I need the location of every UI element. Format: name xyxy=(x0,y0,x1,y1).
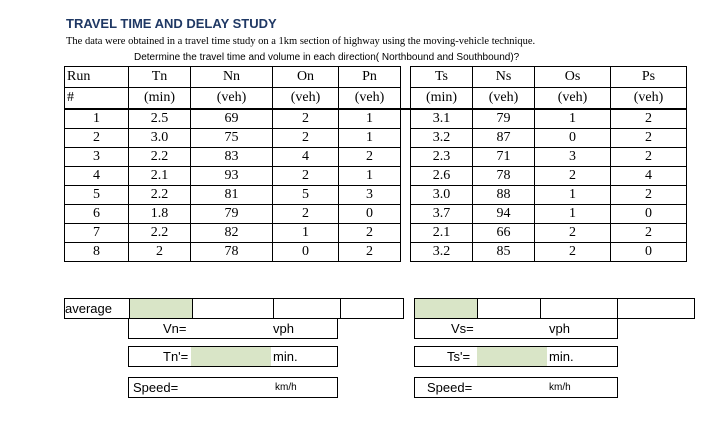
table-cell: 2.2 xyxy=(129,148,191,167)
north-speed-box[interactable] xyxy=(128,377,338,398)
vn-result-box[interactable] xyxy=(128,318,338,339)
header-cell: Nn xyxy=(191,67,273,88)
table-cell: 78 xyxy=(191,243,273,262)
table-cell: 2 xyxy=(535,243,611,262)
table-cell: 1 xyxy=(339,109,401,129)
table-row xyxy=(65,186,687,205)
table-cell: 3.0 xyxy=(129,129,191,148)
table-cell: 3.2 xyxy=(411,129,473,148)
table-cell: 1 xyxy=(273,224,339,243)
table-row xyxy=(65,148,687,167)
table-cell: 2.2 xyxy=(129,186,191,205)
table-cell: 6 xyxy=(65,205,129,224)
north-speed-unit: km/h xyxy=(275,382,297,393)
table-cell: 1.8 xyxy=(129,205,191,224)
table-cell: 3.7 xyxy=(411,205,473,224)
table-cell: 2.6 xyxy=(411,167,473,186)
table-cell: 3.1 xyxy=(411,109,473,129)
table-cell: 88 xyxy=(473,186,535,205)
average-row xyxy=(64,298,695,319)
table-cell: 4 xyxy=(273,148,339,167)
table-cell: 71 xyxy=(473,148,535,167)
south-speed-unit: km/h xyxy=(549,382,571,393)
table-cell: 2 xyxy=(535,224,611,243)
table-cell: 1 xyxy=(339,167,401,186)
column-gap xyxy=(401,129,411,148)
table-cell: 2 xyxy=(273,109,339,129)
north-speed-label: Speed= xyxy=(133,380,179,395)
ns-average-cell[interactable] xyxy=(478,299,541,319)
nn-average-cell[interactable] xyxy=(193,299,274,319)
table-cell: 3 xyxy=(535,148,611,167)
column-gap xyxy=(401,243,411,262)
table-cell: 83 xyxy=(191,148,273,167)
header-cell: Tn xyxy=(129,67,191,88)
pn-average-cell[interactable] xyxy=(341,299,404,319)
table-cell: 1 xyxy=(339,129,401,148)
unit-cell: (min) xyxy=(129,88,191,110)
question-text: Determine the travel time and volume in each direction( Northbound and Southbound)? xyxy=(134,52,520,63)
tn-prime-label: Tn'= xyxy=(163,349,189,364)
unit-cell: # xyxy=(65,88,129,110)
tn-prime-result-box[interactable] xyxy=(128,346,338,367)
data-table xyxy=(64,66,687,262)
table-cell: 2.3 xyxy=(411,148,473,167)
table-cell: 2 xyxy=(339,224,401,243)
table-cell: 66 xyxy=(473,224,535,243)
unit-cell: (veh) xyxy=(191,88,273,110)
page-title: TRAVEL TIME AND DELAY STUDY xyxy=(66,16,277,31)
table-cell: 5 xyxy=(273,186,339,205)
table-row xyxy=(65,243,687,262)
column-gap xyxy=(401,67,411,88)
table-cell: 69 xyxy=(191,109,273,129)
south-speed-label: Speed= xyxy=(427,380,473,395)
header-row xyxy=(65,67,687,88)
os-average-cell[interactable] xyxy=(541,299,618,319)
column-gap xyxy=(401,88,411,110)
table-cell: 2 xyxy=(273,205,339,224)
table-cell: 2 xyxy=(611,109,687,129)
table-cell: 2 xyxy=(339,243,401,262)
table-cell: 2 xyxy=(611,148,687,167)
table-cell: 2 xyxy=(129,243,191,262)
column-gap xyxy=(401,109,411,129)
table-cell: 0 xyxy=(611,243,687,262)
column-gap xyxy=(401,186,411,205)
table-cell: 4 xyxy=(65,167,129,186)
ts-prime-unit: min. xyxy=(549,349,574,364)
ts-prime-result-box[interactable] xyxy=(414,346,618,367)
table-cell: 3 xyxy=(65,148,129,167)
table-cell: 2.1 xyxy=(129,167,191,186)
table-cell: 2 xyxy=(611,129,687,148)
ps-average-cell[interactable] xyxy=(618,299,695,319)
table-cell: 94 xyxy=(473,205,535,224)
column-gap xyxy=(404,299,415,319)
column-gap xyxy=(401,148,411,167)
description-text: The data were obtained in a travel time study on a 1km section of highway using the moving-vehicle technique. xyxy=(66,36,536,47)
table-cell: 3.2 xyxy=(411,243,473,262)
table-cell: 3.0 xyxy=(411,186,473,205)
units-row xyxy=(65,88,687,110)
table-cell: 85 xyxy=(473,243,535,262)
table-cell: 79 xyxy=(473,109,535,129)
column-gap xyxy=(401,224,411,243)
table-cell: 2.5 xyxy=(129,109,191,129)
table-row xyxy=(65,224,687,243)
table-row xyxy=(65,109,687,129)
tn-prime-unit: min. xyxy=(273,349,298,364)
table-cell: 2 xyxy=(339,148,401,167)
table-cell: 3 xyxy=(339,186,401,205)
tn-prime-input[interactable] xyxy=(191,347,271,366)
table-cell: 2 xyxy=(273,129,339,148)
unit-cell: (min) xyxy=(411,88,473,110)
vs-result-box[interactable] xyxy=(414,318,618,339)
header-cell: Run xyxy=(65,67,129,88)
table-cell: 7 xyxy=(65,224,129,243)
on-average-cell[interactable] xyxy=(274,299,341,319)
vn-unit: vph xyxy=(273,321,294,336)
table-cell: 0 xyxy=(273,243,339,262)
table-cell: 81 xyxy=(191,186,273,205)
table-cell: 0 xyxy=(535,129,611,148)
table-cell: 2 xyxy=(611,224,687,243)
table-row xyxy=(65,167,687,186)
header-cell: Os xyxy=(535,67,611,88)
unit-cell: (veh) xyxy=(339,88,401,110)
table-row xyxy=(65,129,687,148)
vs-unit: vph xyxy=(549,321,570,336)
table-cell: 2 xyxy=(273,167,339,186)
table-cell: 2 xyxy=(535,167,611,186)
south-speed-box[interactable] xyxy=(414,377,618,398)
table-cell: 8 xyxy=(65,243,129,262)
column-gap xyxy=(401,167,411,186)
unit-cell: (veh) xyxy=(535,88,611,110)
table-cell: 82 xyxy=(191,224,273,243)
header-cell: Ps xyxy=(611,67,687,88)
table-cell: 2.1 xyxy=(411,224,473,243)
table-cell: 87 xyxy=(473,129,535,148)
ts-prime-label: Ts'= xyxy=(447,349,471,364)
tn-average-cell[interactable] xyxy=(130,299,193,319)
column-gap xyxy=(401,205,411,224)
table-cell: 1 xyxy=(535,186,611,205)
table-cell: 93 xyxy=(191,167,273,186)
header-cell: On xyxy=(273,67,339,88)
table-cell: 2 xyxy=(611,186,687,205)
ts-average-cell[interactable] xyxy=(415,299,478,319)
table-cell: 1 xyxy=(65,109,129,129)
unit-cell: (veh) xyxy=(611,88,687,110)
table-cell: 79 xyxy=(191,205,273,224)
table-cell: 0 xyxy=(611,205,687,224)
average-label: average xyxy=(65,299,130,319)
vn-label: Vn= xyxy=(163,321,187,336)
vs-label: Vs= xyxy=(451,321,474,336)
table-cell: 1 xyxy=(535,109,611,129)
ts-prime-input[interactable] xyxy=(477,347,547,366)
table-cell: 2.2 xyxy=(129,224,191,243)
table-cell: 2 xyxy=(65,129,129,148)
header-cell: Ts xyxy=(411,67,473,88)
header-cell: Ns xyxy=(473,67,535,88)
header-cell: Pn xyxy=(339,67,401,88)
table-row xyxy=(65,205,687,224)
table-cell: 78 xyxy=(473,167,535,186)
unit-cell: (veh) xyxy=(473,88,535,110)
table-cell: 1 xyxy=(535,205,611,224)
table-cell: 4 xyxy=(611,167,687,186)
table-cell: 0 xyxy=(339,205,401,224)
table-cell: 5 xyxy=(65,186,129,205)
table-cell: 75 xyxy=(191,129,273,148)
unit-cell: (veh) xyxy=(273,88,339,110)
